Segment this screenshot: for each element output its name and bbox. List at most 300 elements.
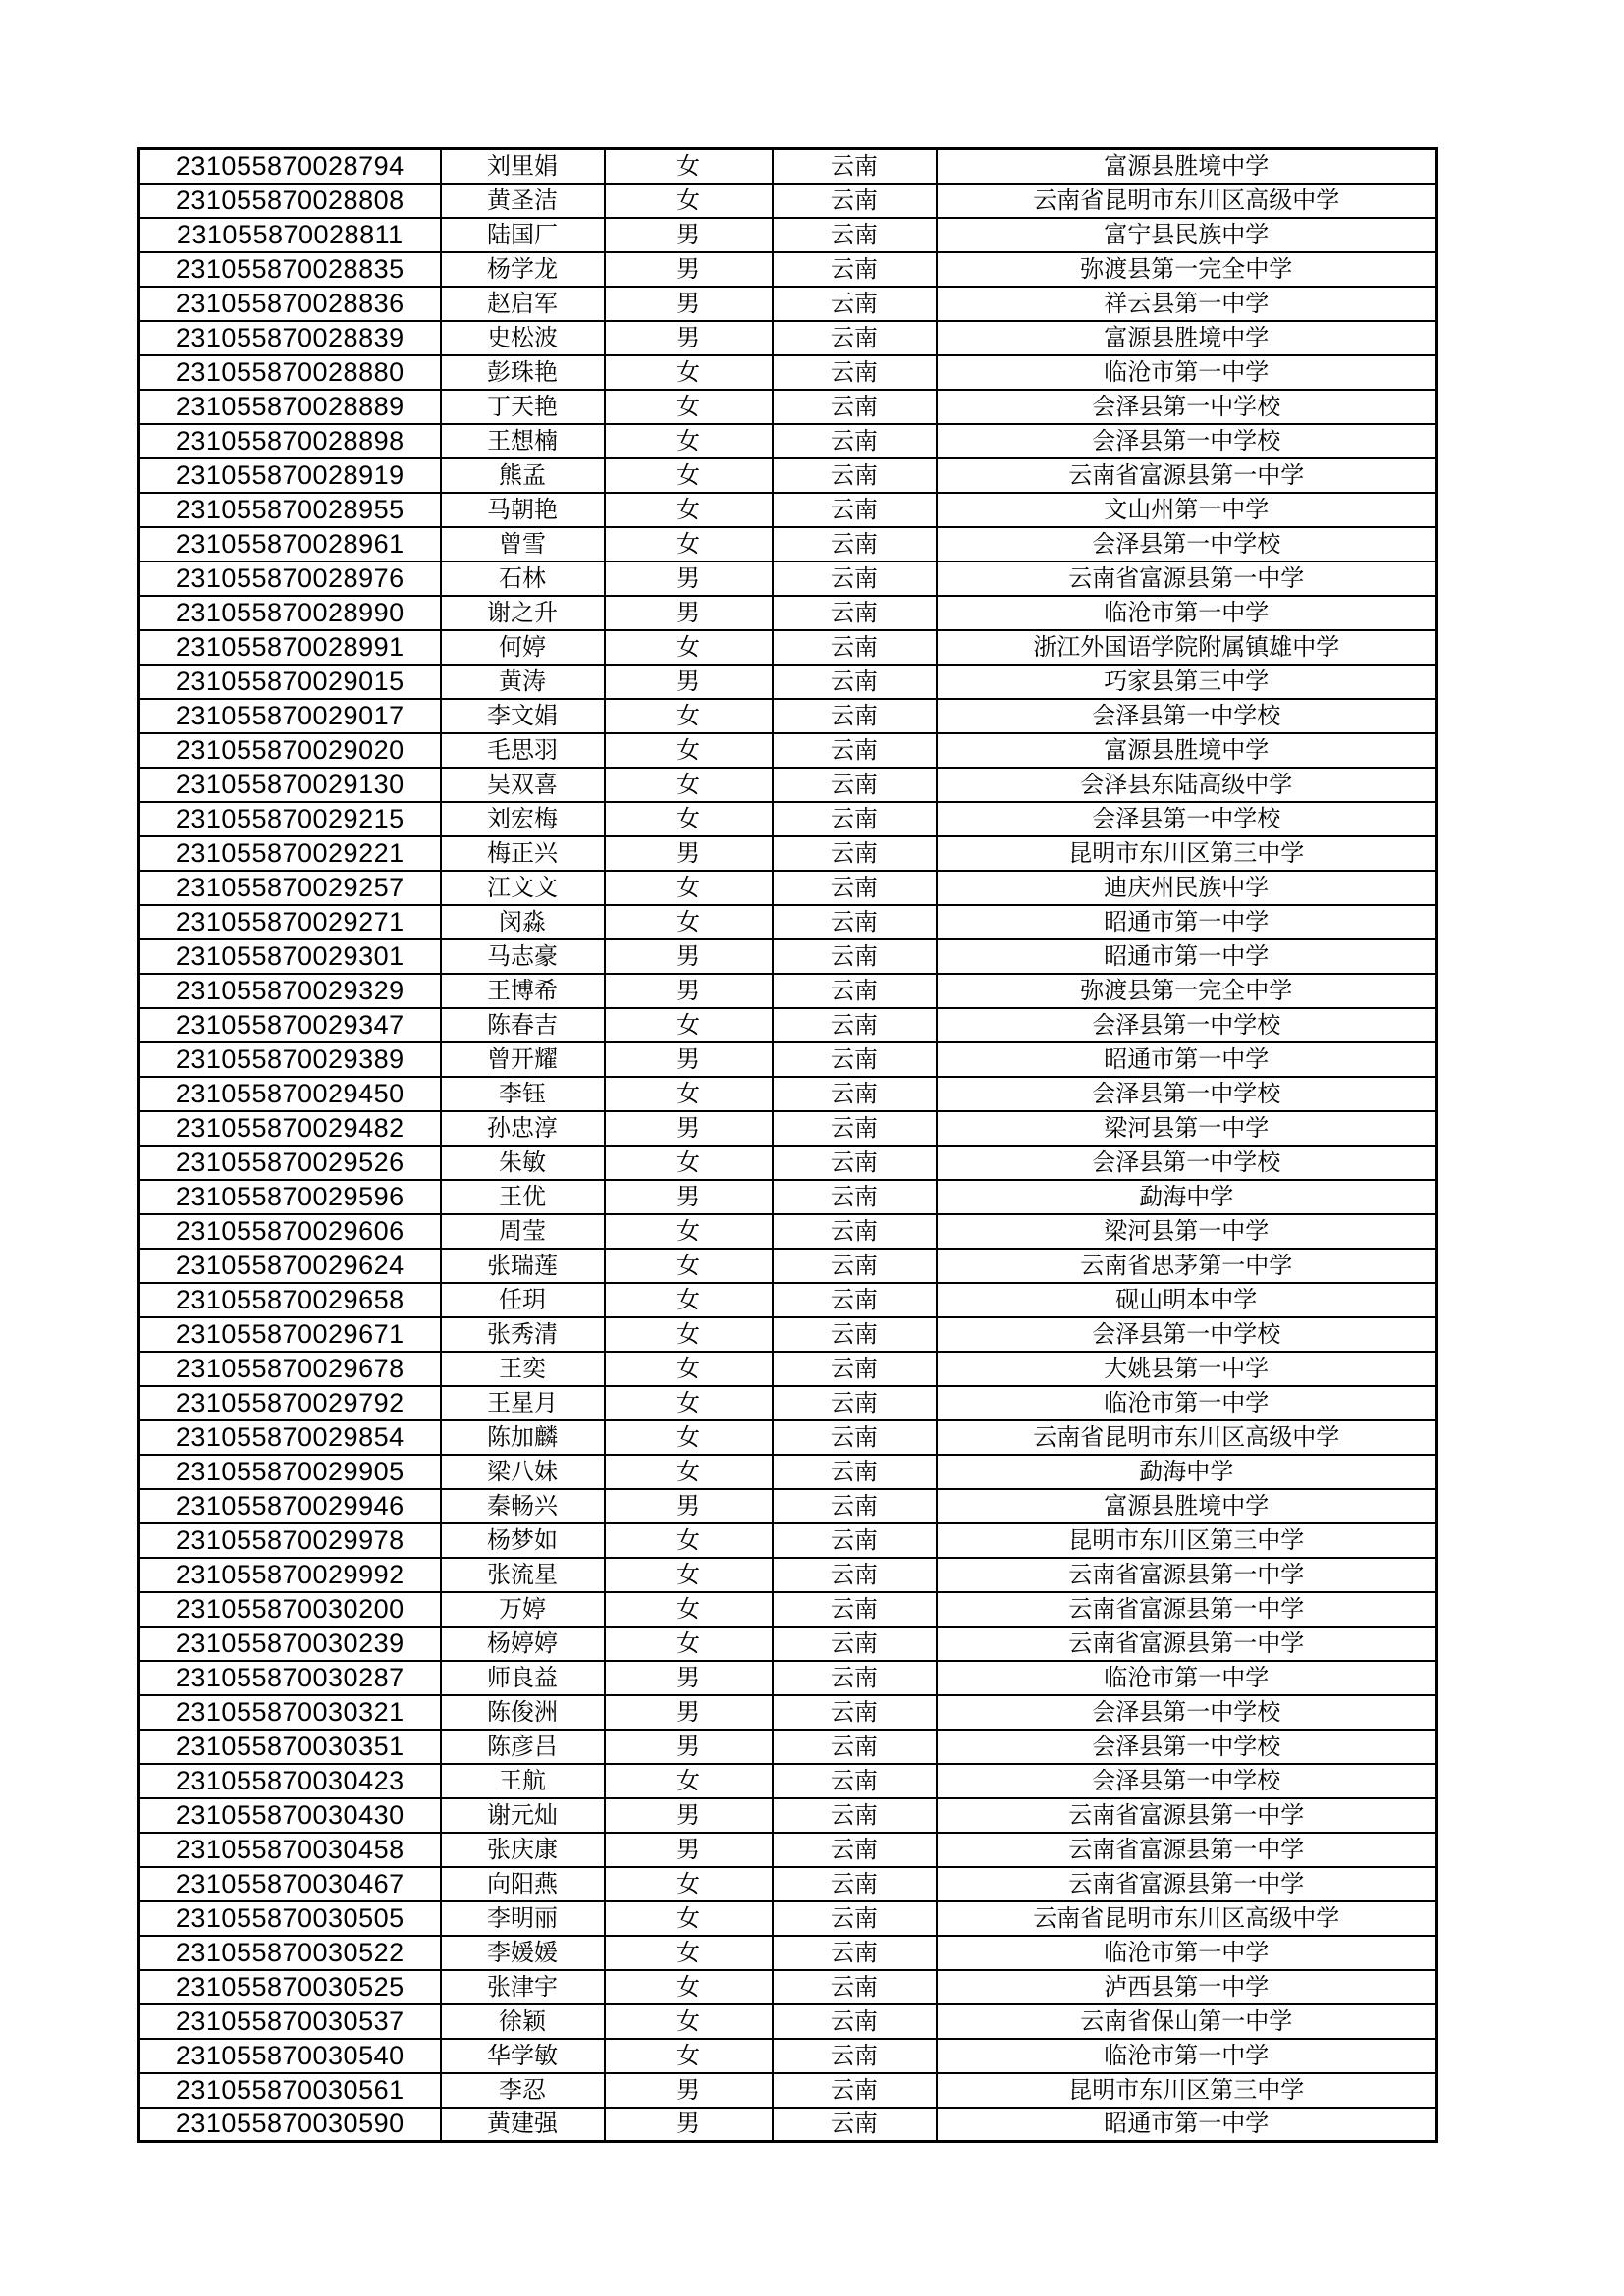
province-cell: 云南 <box>773 1386 937 1420</box>
candidate-id-cell: 231055870030458 <box>139 1833 441 1867</box>
school-cell: 梁河县第一中学 <box>937 1214 1437 1249</box>
table-row <box>139 1317 1437 1352</box>
table-row <box>139 2073 1437 2108</box>
province-cell: 云南 <box>773 733 937 768</box>
school-cell: 富源县胜境中学 <box>937 733 1437 768</box>
name-cell: 杨学龙 <box>441 252 605 287</box>
candidate-id-cell: 231055870030239 <box>139 1627 441 1661</box>
name-cell: 毛思羽 <box>441 733 605 768</box>
gender-cell: 女 <box>605 1317 773 1352</box>
gender-cell: 男 <box>605 836 773 871</box>
school-cell: 泸西县第一中学 <box>937 1970 1437 2004</box>
candidate-id-cell: 231055870029792 <box>139 1386 441 1420</box>
candidate-id-cell: 231055870029015 <box>139 665 441 699</box>
table-row <box>139 1523 1437 1558</box>
school-cell: 昭通市第一中学 <box>937 2108 1437 2142</box>
table-row <box>139 1386 1437 1420</box>
name-cell: 杨婷婷 <box>441 1627 605 1661</box>
name-cell: 黄建强 <box>441 2108 605 2142</box>
candidate-id-cell: 231055870028835 <box>139 252 441 287</box>
gender-cell: 男 <box>605 2108 773 2142</box>
gender-cell: 男 <box>605 1489 773 1523</box>
name-cell: 张津宇 <box>441 1970 605 2004</box>
province-cell: 云南 <box>773 1111 937 1146</box>
candidate-id-cell: 231055870029020 <box>139 733 441 768</box>
school-cell: 会泽县第一中学校 <box>937 1764 1437 1798</box>
name-cell: 王奕 <box>441 1352 605 1386</box>
name-cell: 华学敏 <box>441 2039 605 2073</box>
candidate-id-cell: 231055870029606 <box>139 1214 441 1249</box>
student-list-table <box>137 147 1438 2143</box>
school-cell: 弥渡县第一完全中学 <box>937 974 1437 1008</box>
candidate-id-cell: 231055870029329 <box>139 974 441 1008</box>
table-body <box>139 149 1437 2142</box>
school-cell: 文山州第一中学 <box>937 493 1437 527</box>
school-cell: 云南省富源县第一中学 <box>937 1833 1437 1867</box>
table-row <box>139 699 1437 733</box>
school-cell: 昭通市第一中学 <box>937 1042 1437 1077</box>
province-cell: 云南 <box>773 905 937 939</box>
name-cell: 丁天艳 <box>441 390 605 424</box>
school-cell: 会泽县第一中学校 <box>937 802 1437 836</box>
province-cell: 云南 <box>773 1352 937 1386</box>
school-cell: 大姚县第一中学 <box>937 1352 1437 1386</box>
table-row <box>139 458 1437 493</box>
gender-cell: 女 <box>605 1386 773 1420</box>
province-cell: 云南 <box>773 1523 937 1558</box>
province-cell: 云南 <box>773 939 937 974</box>
province-cell: 云南 <box>773 424 937 458</box>
province-cell: 云南 <box>773 1970 937 2004</box>
school-cell: 勐海中学 <box>937 1455 1437 1489</box>
table-row <box>139 1936 1437 1970</box>
gender-cell: 男 <box>605 974 773 1008</box>
candidate-id-cell: 231055870030351 <box>139 1730 441 1764</box>
school-cell: 会泽县东陆高级中学 <box>937 768 1437 802</box>
gender-cell: 女 <box>605 2004 773 2039</box>
name-cell: 王优 <box>441 1180 605 1214</box>
province-cell: 云南 <box>773 1077 937 1111</box>
table-row <box>139 1283 1437 1317</box>
school-cell: 会泽县第一中学校 <box>937 1077 1437 1111</box>
gender-cell: 女 <box>605 1936 773 1970</box>
province-cell: 云南 <box>773 1627 937 1661</box>
name-cell: 谢元灿 <box>441 1798 605 1833</box>
name-cell: 王星月 <box>441 1386 605 1420</box>
province-cell: 云南 <box>773 321 937 355</box>
school-cell: 云南省昆明市东川区高级中学 <box>937 1901 1437 1936</box>
gender-cell: 男 <box>605 1111 773 1146</box>
name-cell: 江文文 <box>441 871 605 905</box>
name-cell: 赵启军 <box>441 287 605 321</box>
candidate-id-cell: 231055870030200 <box>139 1592 441 1627</box>
province-cell: 云南 <box>773 2073 937 2108</box>
name-cell: 李文娟 <box>441 699 605 733</box>
province-cell: 云南 <box>773 561 937 596</box>
candidate-id-cell: 231055870028955 <box>139 493 441 527</box>
name-cell: 闵淼 <box>441 905 605 939</box>
table-row <box>139 1833 1437 1867</box>
province-cell: 云南 <box>773 1592 937 1627</box>
school-cell: 昆明市东川区第三中学 <box>937 836 1437 871</box>
school-cell: 云南省富源县第一中学 <box>937 1798 1437 1833</box>
school-cell: 会泽县第一中学校 <box>937 699 1437 733</box>
name-cell: 史松波 <box>441 321 605 355</box>
province-cell: 云南 <box>773 1764 937 1798</box>
province-cell: 云南 <box>773 252 937 287</box>
province-cell: 云南 <box>773 2004 937 2039</box>
candidate-id-cell: 231055870029017 <box>139 699 441 733</box>
table-row <box>139 802 1437 836</box>
candidate-id-cell: 231055870029526 <box>139 1146 441 1180</box>
gender-cell: 男 <box>605 1661 773 1695</box>
table-row <box>139 184 1437 218</box>
gender-cell: 男 <box>605 939 773 974</box>
name-cell: 李钰 <box>441 1077 605 1111</box>
candidate-id-cell: 231055870029389 <box>139 1042 441 1077</box>
school-cell: 云南省富源县第一中学 <box>937 1558 1437 1592</box>
table-row <box>139 836 1437 871</box>
school-cell: 临沧市第一中学 <box>937 355 1437 390</box>
candidate-id-cell: 231055870028919 <box>139 458 441 493</box>
table-row <box>139 1695 1437 1730</box>
province-cell: 云南 <box>773 493 937 527</box>
school-cell: 会泽县第一中学校 <box>937 1146 1437 1180</box>
table-row <box>139 1867 1437 1901</box>
candidate-id-cell: 231055870029978 <box>139 1523 441 1558</box>
table-row <box>139 939 1437 974</box>
candidate-id-cell: 231055870028990 <box>139 596 441 630</box>
table-row <box>139 1730 1437 1764</box>
gender-cell: 女 <box>605 1764 773 1798</box>
table-row <box>139 1592 1437 1627</box>
table-row <box>139 2004 1437 2039</box>
gender-cell: 女 <box>605 1592 773 1627</box>
table-row <box>139 974 1437 1008</box>
candidate-id-cell: 231055870029257 <box>139 871 441 905</box>
gender-cell: 女 <box>605 630 773 665</box>
candidate-id-cell: 231055870028991 <box>139 630 441 665</box>
province-cell: 云南 <box>773 1420 937 1455</box>
gender-cell: 男 <box>605 665 773 699</box>
gender-cell: 女 <box>605 733 773 768</box>
table-row <box>139 1798 1437 1833</box>
name-cell: 向阳燕 <box>441 1867 605 1901</box>
school-cell: 昭通市第一中学 <box>937 939 1437 974</box>
province-cell: 云南 <box>773 768 937 802</box>
gender-cell: 女 <box>605 871 773 905</box>
table-row <box>139 2039 1437 2073</box>
gender-cell: 女 <box>605 1008 773 1042</box>
province-cell: 云南 <box>773 974 937 1008</box>
name-cell: 任玥 <box>441 1283 605 1317</box>
province-cell: 云南 <box>773 2108 937 2142</box>
gender-cell: 女 <box>605 1523 773 1558</box>
province-cell: 云南 <box>773 149 937 184</box>
province-cell: 云南 <box>773 1867 937 1901</box>
name-cell: 陈俊洲 <box>441 1695 605 1730</box>
name-cell: 王博希 <box>441 974 605 1008</box>
candidate-id-cell: 231055870030522 <box>139 1936 441 1970</box>
name-cell: 刘里娟 <box>441 149 605 184</box>
province-cell: 云南 <box>773 1008 937 1042</box>
gender-cell: 女 <box>605 768 773 802</box>
name-cell: 张秀清 <box>441 1317 605 1352</box>
gender-cell: 女 <box>605 184 773 218</box>
candidate-id-cell: 231055870029482 <box>139 1111 441 1146</box>
school-cell: 砚山明本中学 <box>937 1283 1437 1317</box>
school-cell: 云南省富源县第一中学 <box>937 1592 1437 1627</box>
gender-cell: 女 <box>605 905 773 939</box>
province-cell: 云南 <box>773 1042 937 1077</box>
school-cell: 梁河县第一中学 <box>937 1111 1437 1146</box>
gender-cell: 男 <box>605 321 773 355</box>
province-cell: 云南 <box>773 1661 937 1695</box>
candidate-id-cell: 231055870030287 <box>139 1661 441 1695</box>
gender-cell: 女 <box>605 1901 773 1936</box>
candidate-id-cell: 231055870028794 <box>139 149 441 184</box>
gender-cell: 女 <box>605 1420 773 1455</box>
gender-cell: 女 <box>605 1867 773 1901</box>
table-row <box>139 630 1437 665</box>
name-cell: 孙忠淳 <box>441 1111 605 1146</box>
table-row <box>139 665 1437 699</box>
gender-cell: 女 <box>605 1077 773 1111</box>
candidate-id-cell: 231055870028976 <box>139 561 441 596</box>
gender-cell: 男 <box>605 596 773 630</box>
candidate-id-cell: 231055870029450 <box>139 1077 441 1111</box>
candidate-id-cell: 231055870028961 <box>139 527 441 561</box>
province-cell: 云南 <box>773 1489 937 1523</box>
name-cell: 周莹 <box>441 1214 605 1249</box>
name-cell: 李明丽 <box>441 1901 605 1936</box>
table-row <box>139 1627 1437 1661</box>
school-cell: 富源县胜境中学 <box>937 321 1437 355</box>
gender-cell: 男 <box>605 1730 773 1764</box>
school-cell: 勐海中学 <box>937 1180 1437 1214</box>
candidate-id-cell: 231055870030467 <box>139 1867 441 1901</box>
name-cell: 秦畅兴 <box>441 1489 605 1523</box>
school-cell: 会泽县第一中学校 <box>937 1730 1437 1764</box>
name-cell: 曾雪 <box>441 527 605 561</box>
candidate-id-cell: 231055870028808 <box>139 184 441 218</box>
school-cell: 祥云县第一中学 <box>937 287 1437 321</box>
school-cell: 会泽县第一中学校 <box>937 1008 1437 1042</box>
name-cell: 石林 <box>441 561 605 596</box>
gender-cell: 女 <box>605 1455 773 1489</box>
school-cell: 富源县胜境中学 <box>937 149 1437 184</box>
candidate-id-cell: 231055870030525 <box>139 1970 441 2004</box>
candidate-id-cell: 231055870030321 <box>139 1695 441 1730</box>
candidate-id-cell: 231055870029347 <box>139 1008 441 1042</box>
gender-cell: 女 <box>605 1627 773 1661</box>
table-row <box>139 733 1437 768</box>
name-cell: 徐颖 <box>441 2004 605 2039</box>
name-cell: 陈加麟 <box>441 1420 605 1455</box>
gender-cell: 女 <box>605 149 773 184</box>
name-cell: 张流星 <box>441 1558 605 1592</box>
gender-cell: 男 <box>605 1833 773 1867</box>
name-cell: 熊孟 <box>441 458 605 493</box>
candidate-id-cell: 231055870029946 <box>139 1489 441 1523</box>
name-cell: 马朝艳 <box>441 493 605 527</box>
province-cell: 云南 <box>773 1901 937 1936</box>
gender-cell: 男 <box>605 218 773 252</box>
school-cell: 云南省昆明市东川区高级中学 <box>937 184 1437 218</box>
province-cell: 云南 <box>773 836 937 871</box>
table-row <box>139 1042 1437 1077</box>
table-row <box>139 1214 1437 1249</box>
province-cell: 云南 <box>773 1730 937 1764</box>
candidate-id-cell: 231055870028898 <box>139 424 441 458</box>
candidate-id-cell: 231055870030561 <box>139 2073 441 2108</box>
province-cell: 云南 <box>773 527 937 561</box>
school-cell: 云南省富源县第一中学 <box>937 561 1437 596</box>
candidate-id-cell: 231055870029671 <box>139 1317 441 1352</box>
candidate-id-cell: 231055870029301 <box>139 939 441 974</box>
candidate-id-cell: 231055870028811 <box>139 218 441 252</box>
province-cell: 云南 <box>773 1695 937 1730</box>
name-cell: 王航 <box>441 1764 605 1798</box>
gender-cell: 女 <box>605 2039 773 2073</box>
table-row <box>139 1455 1437 1489</box>
gender-cell: 女 <box>605 802 773 836</box>
table-row <box>139 252 1437 287</box>
gender-cell: 女 <box>605 527 773 561</box>
candidate-id-cell: 231055870030430 <box>139 1798 441 1833</box>
school-cell: 会泽县第一中学校 <box>937 390 1437 424</box>
table-row <box>139 1249 1437 1283</box>
table-row <box>139 287 1437 321</box>
candidate-id-cell: 231055870029992 <box>139 1558 441 1592</box>
province-cell: 云南 <box>773 596 937 630</box>
name-cell: 曾开耀 <box>441 1042 605 1077</box>
gender-cell: 男 <box>605 561 773 596</box>
school-cell: 会泽县第一中学校 <box>937 1695 1437 1730</box>
table-row <box>139 527 1437 561</box>
table-row <box>139 1111 1437 1146</box>
school-cell: 云南省富源县第一中学 <box>937 1627 1437 1661</box>
name-cell: 张庆康 <box>441 1833 605 1867</box>
candidate-id-cell: 231055870029624 <box>139 1249 441 1283</box>
school-cell: 云南省富源县第一中学 <box>937 458 1437 493</box>
province-cell: 云南 <box>773 2039 937 2073</box>
candidate-id-cell: 231055870029215 <box>139 802 441 836</box>
school-cell: 会泽县第一中学校 <box>937 424 1437 458</box>
table-row <box>139 149 1437 184</box>
table-row <box>139 768 1437 802</box>
candidate-id-cell: 231055870029658 <box>139 1283 441 1317</box>
table-row <box>139 1558 1437 1592</box>
school-cell: 临沧市第一中学 <box>937 1661 1437 1695</box>
school-cell: 临沧市第一中学 <box>937 1386 1437 1420</box>
candidate-id-cell: 231055870030540 <box>139 2039 441 2073</box>
candidate-id-cell: 231055870030423 <box>139 1764 441 1798</box>
name-cell: 师良益 <box>441 1661 605 1695</box>
name-cell: 王想楠 <box>441 424 605 458</box>
name-cell: 张瑞莲 <box>441 1249 605 1283</box>
province-cell: 云南 <box>773 871 937 905</box>
name-cell: 刘宏梅 <box>441 802 605 836</box>
name-cell: 万婷 <box>441 1592 605 1627</box>
gender-cell: 女 <box>605 458 773 493</box>
province-cell: 云南 <box>773 1180 937 1214</box>
table-row <box>139 493 1437 527</box>
candidate-id-cell: 231055870030505 <box>139 1901 441 1936</box>
table-row <box>139 390 1437 424</box>
school-cell: 临沧市第一中学 <box>937 596 1437 630</box>
school-cell: 云南省昆明市东川区高级中学 <box>937 1420 1437 1455</box>
table-row <box>139 1970 1437 2004</box>
gender-cell: 男 <box>605 1695 773 1730</box>
table-row <box>139 1489 1437 1523</box>
candidate-id-cell: 231055870028889 <box>139 390 441 424</box>
province-cell: 云南 <box>773 1214 937 1249</box>
province-cell: 云南 <box>773 1558 937 1592</box>
gender-cell: 女 <box>605 1283 773 1317</box>
candidate-id-cell: 231055870028836 <box>139 287 441 321</box>
school-cell: 昭通市第一中学 <box>937 905 1437 939</box>
name-cell: 陆国厂 <box>441 218 605 252</box>
table-row <box>139 1764 1437 1798</box>
candidate-id-cell: 231055870029678 <box>139 1352 441 1386</box>
table-row <box>139 1352 1437 1386</box>
school-cell: 会泽县第一中学校 <box>937 527 1437 561</box>
gender-cell: 男 <box>605 287 773 321</box>
table-row <box>139 1661 1437 1695</box>
gender-cell: 男 <box>605 1798 773 1833</box>
table-row <box>139 424 1437 458</box>
province-cell: 云南 <box>773 802 937 836</box>
name-cell: 谢之升 <box>441 596 605 630</box>
school-cell: 浙江外国语学院附属镇雄中学 <box>937 630 1437 665</box>
province-cell: 云南 <box>773 630 937 665</box>
name-cell: 马志豪 <box>441 939 605 974</box>
school-cell: 会泽县第一中学校 <box>937 1317 1437 1352</box>
candidate-id-cell: 231055870029596 <box>139 1180 441 1214</box>
school-cell: 昆明市东川区第三中学 <box>937 2073 1437 2108</box>
table-row <box>139 218 1437 252</box>
school-cell: 临沧市第一中学 <box>937 2039 1437 2073</box>
gender-cell: 女 <box>605 1558 773 1592</box>
name-cell: 李忍 <box>441 2073 605 2108</box>
gender-cell: 男 <box>605 2073 773 2108</box>
name-cell: 李媛媛 <box>441 1936 605 1970</box>
table-row <box>139 561 1437 596</box>
candidate-id-cell: 231055870030590 <box>139 2108 441 2142</box>
gender-cell: 女 <box>605 1146 773 1180</box>
gender-cell: 男 <box>605 1180 773 1214</box>
name-cell: 梅正兴 <box>441 836 605 871</box>
candidate-id-cell: 231055870029905 <box>139 1455 441 1489</box>
province-cell: 云南 <box>773 1146 937 1180</box>
name-cell: 黄圣洁 <box>441 184 605 218</box>
name-cell: 何婷 <box>441 630 605 665</box>
table-row <box>139 355 1437 390</box>
school-cell: 迪庆州民族中学 <box>937 871 1437 905</box>
gender-cell: 女 <box>605 493 773 527</box>
province-cell: 云南 <box>773 390 937 424</box>
table-row <box>139 1008 1437 1042</box>
name-cell: 梁八妹 <box>441 1455 605 1489</box>
province-cell: 云南 <box>773 287 937 321</box>
table-row <box>139 905 1437 939</box>
table-row <box>139 1180 1437 1214</box>
candidate-id-cell: 231055870029854 <box>139 1420 441 1455</box>
candidate-id-cell: 231055870028880 <box>139 355 441 390</box>
gender-cell: 男 <box>605 252 773 287</box>
province-cell: 云南 <box>773 458 937 493</box>
